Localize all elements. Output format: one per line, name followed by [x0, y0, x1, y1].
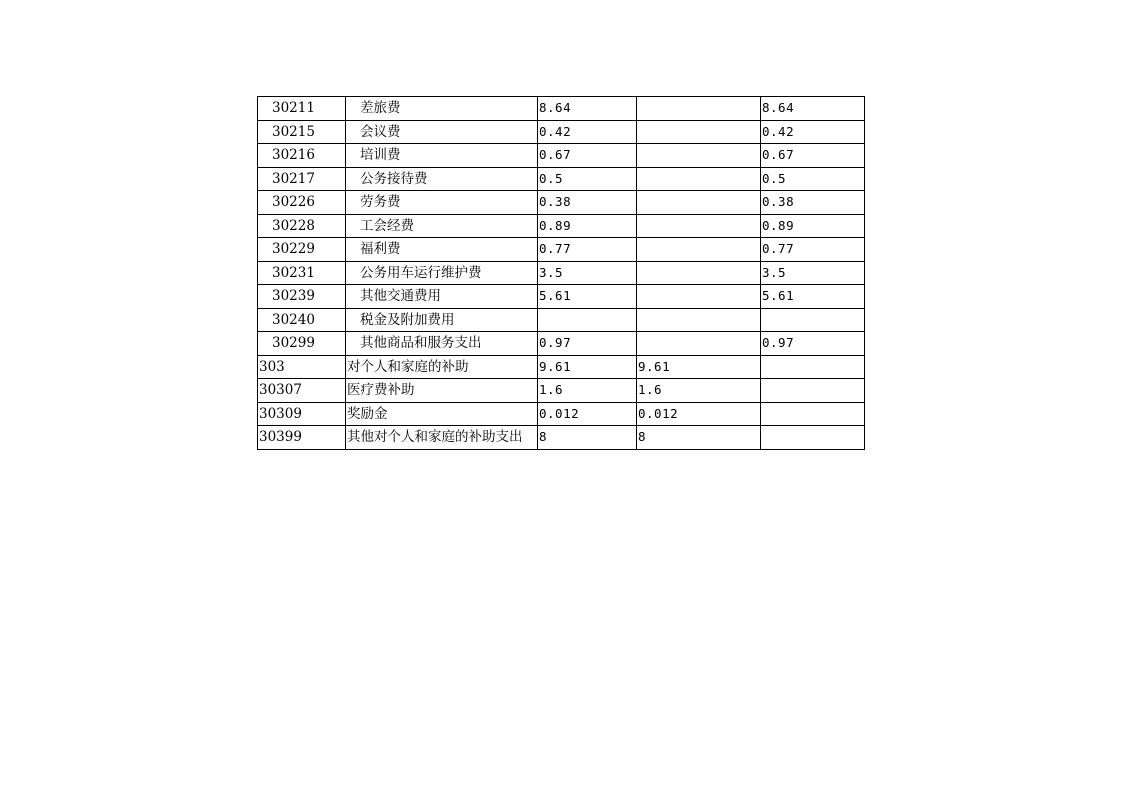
row-total: 5.61	[538, 285, 637, 309]
row-code: 30240	[258, 308, 346, 332]
row-name: 公务接待费	[346, 167, 538, 191]
row-name: 差旅费	[346, 97, 538, 121]
row-project: 0.97	[761, 332, 865, 356]
table-row	[258, 285, 865, 309]
row-code: 30228	[258, 214, 346, 238]
row-project: 8.64	[761, 97, 865, 121]
row-basic	[637, 214, 761, 238]
row-project: 0.42	[761, 120, 865, 144]
row-project	[761, 379, 865, 403]
table-row	[258, 144, 865, 168]
row-code: 30399	[258, 426, 346, 450]
row-name: 对个人和家庭的补助	[346, 355, 538, 379]
row-project: 0.67	[761, 144, 865, 168]
row-name: 福利费	[346, 238, 538, 262]
table-row	[258, 402, 865, 426]
row-project: 0.38	[761, 191, 865, 215]
row-total: 0.38	[538, 191, 637, 215]
table-row	[258, 167, 865, 191]
row-basic	[637, 332, 761, 356]
row-basic	[637, 120, 761, 144]
row-basic: 1.6	[637, 379, 761, 403]
row-total: 3.5	[538, 261, 637, 285]
row-total: 0.42	[538, 120, 637, 144]
row-name: 奖励金	[346, 402, 538, 426]
row-code: 30307	[258, 379, 346, 403]
row-code: 30309	[258, 402, 346, 426]
row-total: 0.97	[538, 332, 637, 356]
row-code: 30215	[258, 120, 346, 144]
table-row	[258, 238, 865, 262]
budget-table-body	[258, 97, 865, 450]
row-basic: 0.012	[637, 402, 761, 426]
row-project	[761, 402, 865, 426]
row-name: 税金及附加费用	[346, 308, 538, 332]
row-code: 30226	[258, 191, 346, 215]
row-code: 30217	[258, 167, 346, 191]
table-row	[258, 97, 865, 121]
row-project	[761, 308, 865, 332]
row-name: 其他商品和服务支出	[346, 332, 538, 356]
row-basic	[637, 285, 761, 309]
row-name: 其他交通费用	[346, 285, 538, 309]
table-row	[258, 261, 865, 285]
row-basic	[637, 167, 761, 191]
row-name: 工会经费	[346, 214, 538, 238]
row-project: 0.77	[761, 238, 865, 262]
row-basic	[637, 144, 761, 168]
row-code: 30216	[258, 144, 346, 168]
row-basic	[637, 238, 761, 262]
row-name: 其他对个人和家庭的补助支出	[346, 426, 538, 450]
row-total: 0.5	[538, 167, 637, 191]
row-total: 0.89	[538, 214, 637, 238]
row-basic	[637, 191, 761, 215]
row-total: 0.012	[538, 402, 637, 426]
row-total: 8.64	[538, 97, 637, 121]
table-row	[258, 332, 865, 356]
row-code: 30231	[258, 261, 346, 285]
table-row	[258, 426, 865, 450]
table-row	[258, 355, 865, 379]
row-project	[761, 426, 865, 450]
row-code: 303	[258, 355, 346, 379]
row-code: 30229	[258, 238, 346, 262]
row-total: 0.77	[538, 238, 637, 262]
table-row	[258, 214, 865, 238]
row-project: 5.61	[761, 285, 865, 309]
budget-table	[257, 96, 865, 450]
row-name: 劳务费	[346, 191, 538, 215]
table-row	[258, 120, 865, 144]
row-basic: 9.61	[637, 355, 761, 379]
row-total: 1.6	[538, 379, 637, 403]
row-name: 公务用车运行维护费	[346, 261, 538, 285]
row-total: 8	[538, 426, 637, 450]
row-total	[538, 308, 637, 332]
row-basic	[637, 261, 761, 285]
row-project	[761, 355, 865, 379]
row-project: 0.5	[761, 167, 865, 191]
row-code: 30211	[258, 97, 346, 121]
row-total: 9.61	[538, 355, 637, 379]
table-row	[258, 308, 865, 332]
table-row	[258, 379, 865, 403]
row-code: 30299	[258, 332, 346, 356]
row-name: 会议费	[346, 120, 538, 144]
row-code: 30239	[258, 285, 346, 309]
row-basic	[637, 97, 761, 121]
row-total: 0.67	[538, 144, 637, 168]
row-project: 3.5	[761, 261, 865, 285]
row-name: 培训费	[346, 144, 538, 168]
row-project: 0.89	[761, 214, 865, 238]
table-row	[258, 191, 865, 215]
row-basic	[637, 308, 761, 332]
row-name: 医疗费补助	[346, 379, 538, 403]
row-basic: 8	[637, 426, 761, 450]
